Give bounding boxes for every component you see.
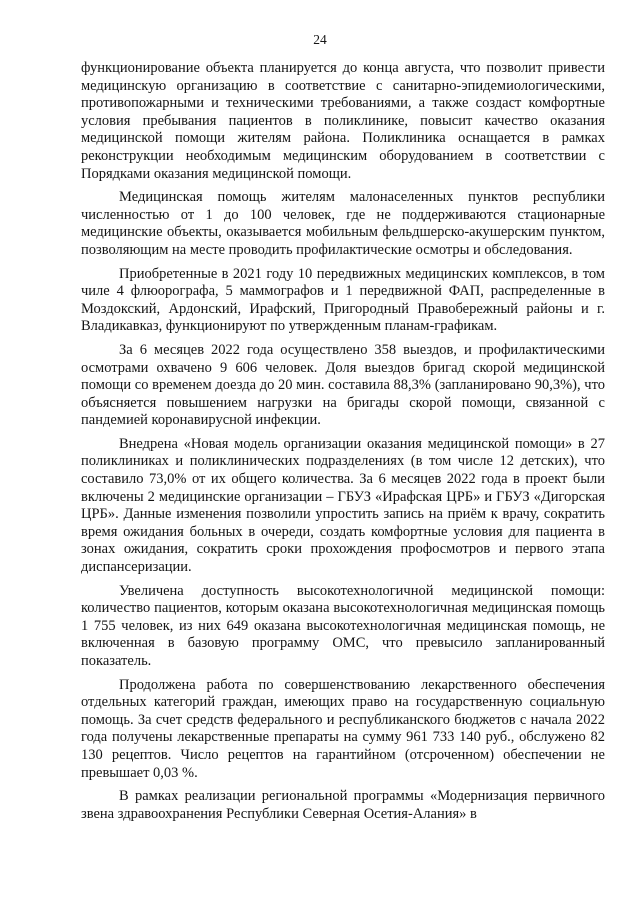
page-number: 24 (313, 32, 327, 47)
document-body (81, 60, 605, 823)
paragraph-new-model: Внедрена «Новая модель организации оказания медицинской помощи» в 27 поликлиниках и поликлинических подразделениях (в том числе 12 детских), что составило 73,0% от их общего количества. За 6 месяцев 2022 года в проект были включены 2 медицинские организации – ГБУЗ «Ирафская ЦРБ» и ГБУЗ «Дигорская ЦРБ». Данные изменения позволили упростить запись на приём к врачу, сократить время ожидания больных в очереди, создать комфортные условия для пациента в зонах ожидания, сократить сроки прохождения профосмотров и первого этапа диспансеризации. (81, 435, 605, 576)
paragraph-ambulance-trips: За 6 месяцев 2022 года осуществлено 358 выездов, и профилактическими осмотрами охвачено 9 606 человек. Доля выездов бригад скорой медицинской помощи со временем доезда до 20 мин. составила 88,3% (запланировано 90,3%), что объясняется повышением нагрузки на бригады скорой помощи, связанной с пандемией коронавирусной инфекции. (81, 341, 605, 429)
paragraph-high-tech-care: Увеличена доступность высокотехнологичной медицинской помощи: количество пациентов, которым оказана высокотехнологичная медицинская помощь 1 755 человек, из них 649 оказана высокотехнологичная медицинская помощь, не включенная в базовую программу ОМС, что превысило запланированный показатель. (81, 582, 605, 669)
paragraph-modernization-program: В рамках реализации региональной программы «Модернизация первичного звена здравоохранения Республики Северная Осетия-Алания» в (81, 788, 605, 822)
paragraph-drug-supply: Продолжена работа по совершенствованию лекарственного обеспечения отдельных категорий граждан, имеющих право на государственную социальную помощь. За счет средств федерального и республиканского бюджетов с начала 2022 года получены лекарственные препараты на сумму 961 733 140 руб., обслужено 82 130 рецептов. Число рецептов на гарантийном (отсроченном) обеспечении не превышает 0,03 %. (81, 676, 605, 781)
paragraph-mobile-complexes: Приобретенные в 2021 году 10 передвижных медицинских комплексов, в том чиле 4 флюорографа, 5 маммографов и 1 передвижной ФАП, распределенные в Моздокский, Ардонский, Ирафский, Пригородный Правобережный районы и г. Владикавказ, функционируют по утвержденным планам-графикам. (81, 265, 605, 335)
paragraph-mobile-fap: Медицинская помощь жителям малонаселенных пунктов республики численностью от 1 до 100 человек, где не поддерживаются стационарные медицинские объекты, оказывается мобильным фельдшерско-акушерским пунктом, позволяющим на месте проводить профилактические осмотры и обследования. (81, 189, 605, 258)
paragraph-reconstruction-continuation: функционирование объекта планируется до конца августа, что позволит привести медицинскую организацию в соответствие с санитарно-эпидемиологическими, противопожарными и техническими требованиями, а также создаст комфортные условия пребывания пациентов в поликлинике, повысит качество оказания медицинской помощи жителям района. Поликлиника оснащается в рамках реконструкции необходимым медицинским оборудованием в соответствии с Порядками оказания медицинской помощи. (81, 60, 605, 182)
